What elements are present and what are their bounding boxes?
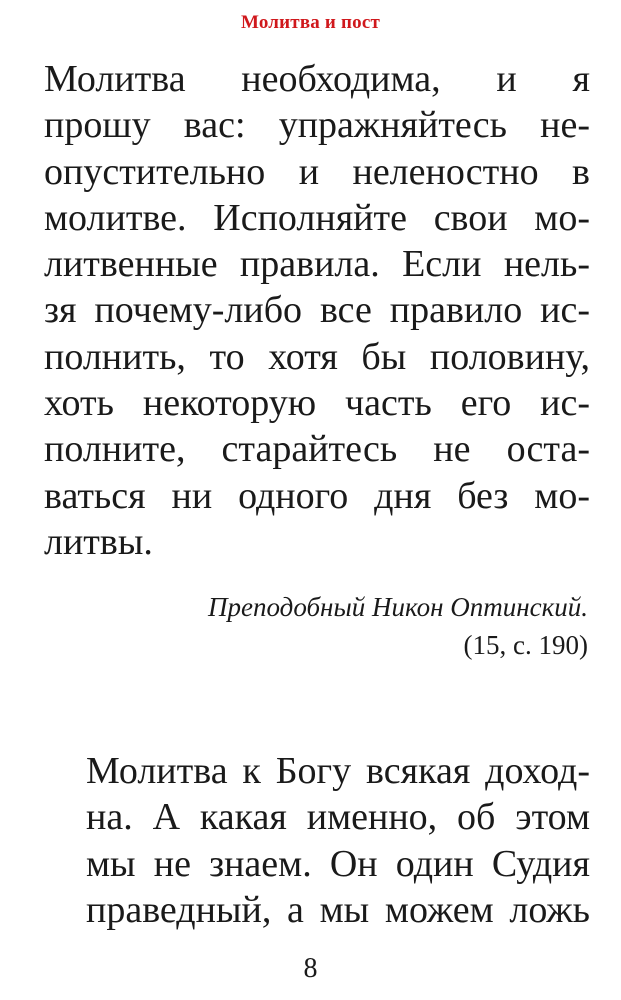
text-line: ваться ни одного дня без мо- [44, 474, 590, 517]
text-line: полнить, то хотя бы половину, [44, 335, 590, 378]
attribution-source: (15, с. 190) [463, 630, 588, 660]
text-line: Молитва к Богу всякая доход- [86, 750, 590, 792]
text-line: хоть некоторую часть его ис- [44, 382, 590, 425]
text-line: зя почему-либо все правило ис- [44, 289, 590, 332]
text-line: литвы. [44, 520, 153, 563]
text-line: опустительно и неленостно в [44, 150, 590, 193]
text-line: мы не знаем. Он один Судия [86, 842, 590, 885]
text-line: прошу вас: упражняйтесь не- [44, 104, 590, 147]
text-line: литвенные правила. Если нель- [44, 243, 590, 286]
attribution-author: Преподобный Никон Оптинский. [208, 592, 588, 622]
text-line: праведный, а мы можем ложь [86, 888, 590, 931]
text-line: Молитва необходима, и я [44, 58, 590, 100]
text-line: полните, старайтесь не оста- [44, 428, 590, 471]
quote-attribution [208, 588, 588, 664]
running-header: Молитва и пост [240, 12, 381, 33]
page-number: 8 [303, 953, 318, 984]
text-line: на. А какая именно, об этом [86, 796, 590, 839]
quote-paragraph-2 [86, 748, 590, 933]
text-line: молитве. Исполняйте свои мо- [44, 196, 590, 239]
quote-paragraph-1 [44, 56, 590, 565]
